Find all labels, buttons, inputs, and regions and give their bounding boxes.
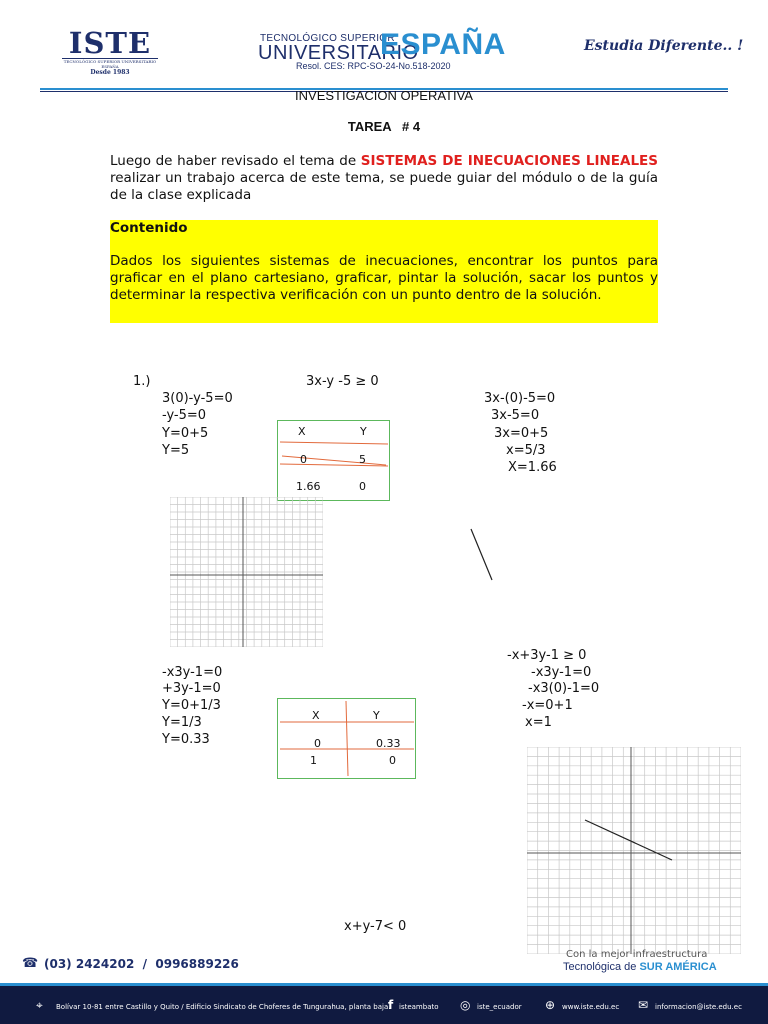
resolution-text: Resol. CES: RPC-SO-24-No.518-2020 [296, 61, 451, 71]
problem2-table [277, 698, 416, 779]
stray-drawn-line [468, 526, 496, 584]
problem1-left-step: -y-5=0 [162, 408, 207, 423]
contenido-text: Dados los siguientes sistemas de inecuaciones, encontrar los puntos para graficar en el plano cartesiano, graficar, pintar la solución, sacar los puntos y determinar la respectiva verificación con un punto dentro de la solución. [110, 253, 658, 303]
table-cell: 0 [314, 737, 321, 750]
problem2-inequality: -x+3y-1 ≥ 0 [507, 648, 587, 663]
problem2-left-step: Y=1/3 [162, 715, 202, 730]
contenido-title: Contenido [110, 220, 188, 236]
footer-facebook[interactable]: isteambato [399, 1003, 439, 1011]
problem2-left-step: Y=0+1/3 [162, 698, 221, 713]
location-icon: ⌖ [36, 998, 43, 1012]
table-header-y: Y [360, 425, 367, 438]
instagram-icon: ◎ [460, 998, 471, 1012]
table-line [346, 701, 348, 776]
email-icon: ✉ [638, 998, 649, 1012]
problem2-right-step: x=1 [525, 715, 552, 730]
table-cell: 0 [300, 453, 307, 466]
problem1-table-lines [278, 421, 389, 500]
phone-icon: ☎ [22, 956, 39, 971]
problem1-right-step: X=1.66 [508, 460, 557, 475]
footer-infra-text: Con la mejor infraestructura [566, 949, 708, 960]
table-cell: 5 [359, 453, 366, 466]
problem1-right-step: 3x=0+5 [494, 426, 549, 441]
table-cell: 0.33 [376, 737, 401, 750]
table-line [282, 456, 386, 465]
institute-name-line2: UNIVERSITARIO [258, 42, 419, 64]
subject-title: INVESTIGACION OPERATIVA [295, 88, 473, 103]
footer-email[interactable]: informacion@iste.edu.ec [655, 1003, 742, 1011]
intro-highlight: SISTEMAS DE INECUACIONES LINEALES [360, 153, 658, 169]
table-line [280, 464, 388, 466]
table-cell: 1 [310, 754, 317, 767]
problem2-left-step: Y=0.33 [162, 732, 210, 747]
iste-logo-since: Desde 1983 [90, 69, 130, 76]
table-cell: 0 [389, 754, 396, 767]
problem1-cartesian-grid [170, 497, 323, 647]
intro-text-pre: Luego de haber revisado el tema de [110, 153, 361, 169]
footer-web[interactable]: www.iste.edu.ec [562, 1003, 620, 1011]
table-header-x: X [312, 709, 320, 722]
problem1-left-step: Y=5 [162, 443, 190, 458]
problem1-table [277, 420, 390, 501]
intro-paragraph [110, 153, 658, 204]
web-icon: ⊕ [545, 998, 556, 1012]
problem2-left-step: +3y-1=0 [162, 681, 221, 696]
facebook-icon: f [388, 998, 394, 1012]
footer-sur-pre: Tecnológica de [563, 961, 640, 973]
table-header-x: X [298, 425, 306, 438]
footer-instagram[interactable]: iste_ecuador [477, 1003, 522, 1011]
problem2-left-step: -x3y-1=0 [162, 665, 223, 680]
problem1-left-step: 3(0)-y-5=0 [162, 391, 233, 406]
problem2-cartesian-grid [527, 747, 741, 954]
footer-sur-bold: SUR AMÉRICA [639, 961, 717, 973]
problem3-inequality: x+y-7< 0 [344, 919, 407, 934]
problem1-right-step: 3x-(0)-5=0 [484, 391, 556, 406]
table-header-y: Y [373, 709, 380, 722]
problem2-right-step: -x3(0)-1=0 [528, 681, 600, 696]
problem1-number: 1.) [133, 374, 151, 389]
footer-sur-america [563, 961, 717, 973]
table-cell: 1.66 [296, 480, 321, 493]
footer-address: Bolívar 10-81 entre Castillo y Quito / Edificio Sindicato de Choferes de Tungurahua, planta baja. [56, 1003, 391, 1011]
problem2-right-step: -x=0+1 [522, 698, 573, 713]
table-line [280, 442, 388, 444]
institute-name-line3: ESPAÑA [380, 28, 506, 61]
iste-logo-word: ISTE [68, 26, 152, 60]
assignment-title: TAREA # 4 [347, 119, 421, 134]
iste-logo-tagline: TECNOLÓGICO SUPERIOR UNIVERSITARIO ESPAÑA [63, 59, 157, 69]
problem2-right-step: -x3y-1=0 [531, 665, 592, 680]
slogan: Estudia Diferente.. ! [584, 38, 744, 54]
problem1-left-step: Y=0+5 [162, 426, 209, 441]
problem1-right-step: x=5/3 [506, 443, 546, 458]
intro-text-post: realizar un trabajo acerca de este tema, se puede guiar del módulo o de la guía de la clase explicada [110, 170, 658, 203]
iste-logo [62, 28, 158, 76]
institute-name-line1: TECNOLÓGICO SUPERIOR [260, 33, 395, 44]
problem1-inequality: 3x-y -5 ≥ 0 [306, 374, 379, 389]
footer-phone: (03) 2424202 / 0996889226 [44, 957, 239, 971]
problem1-right-step: 3x-5=0 [491, 408, 540, 423]
table-cell: 0 [359, 480, 366, 493]
